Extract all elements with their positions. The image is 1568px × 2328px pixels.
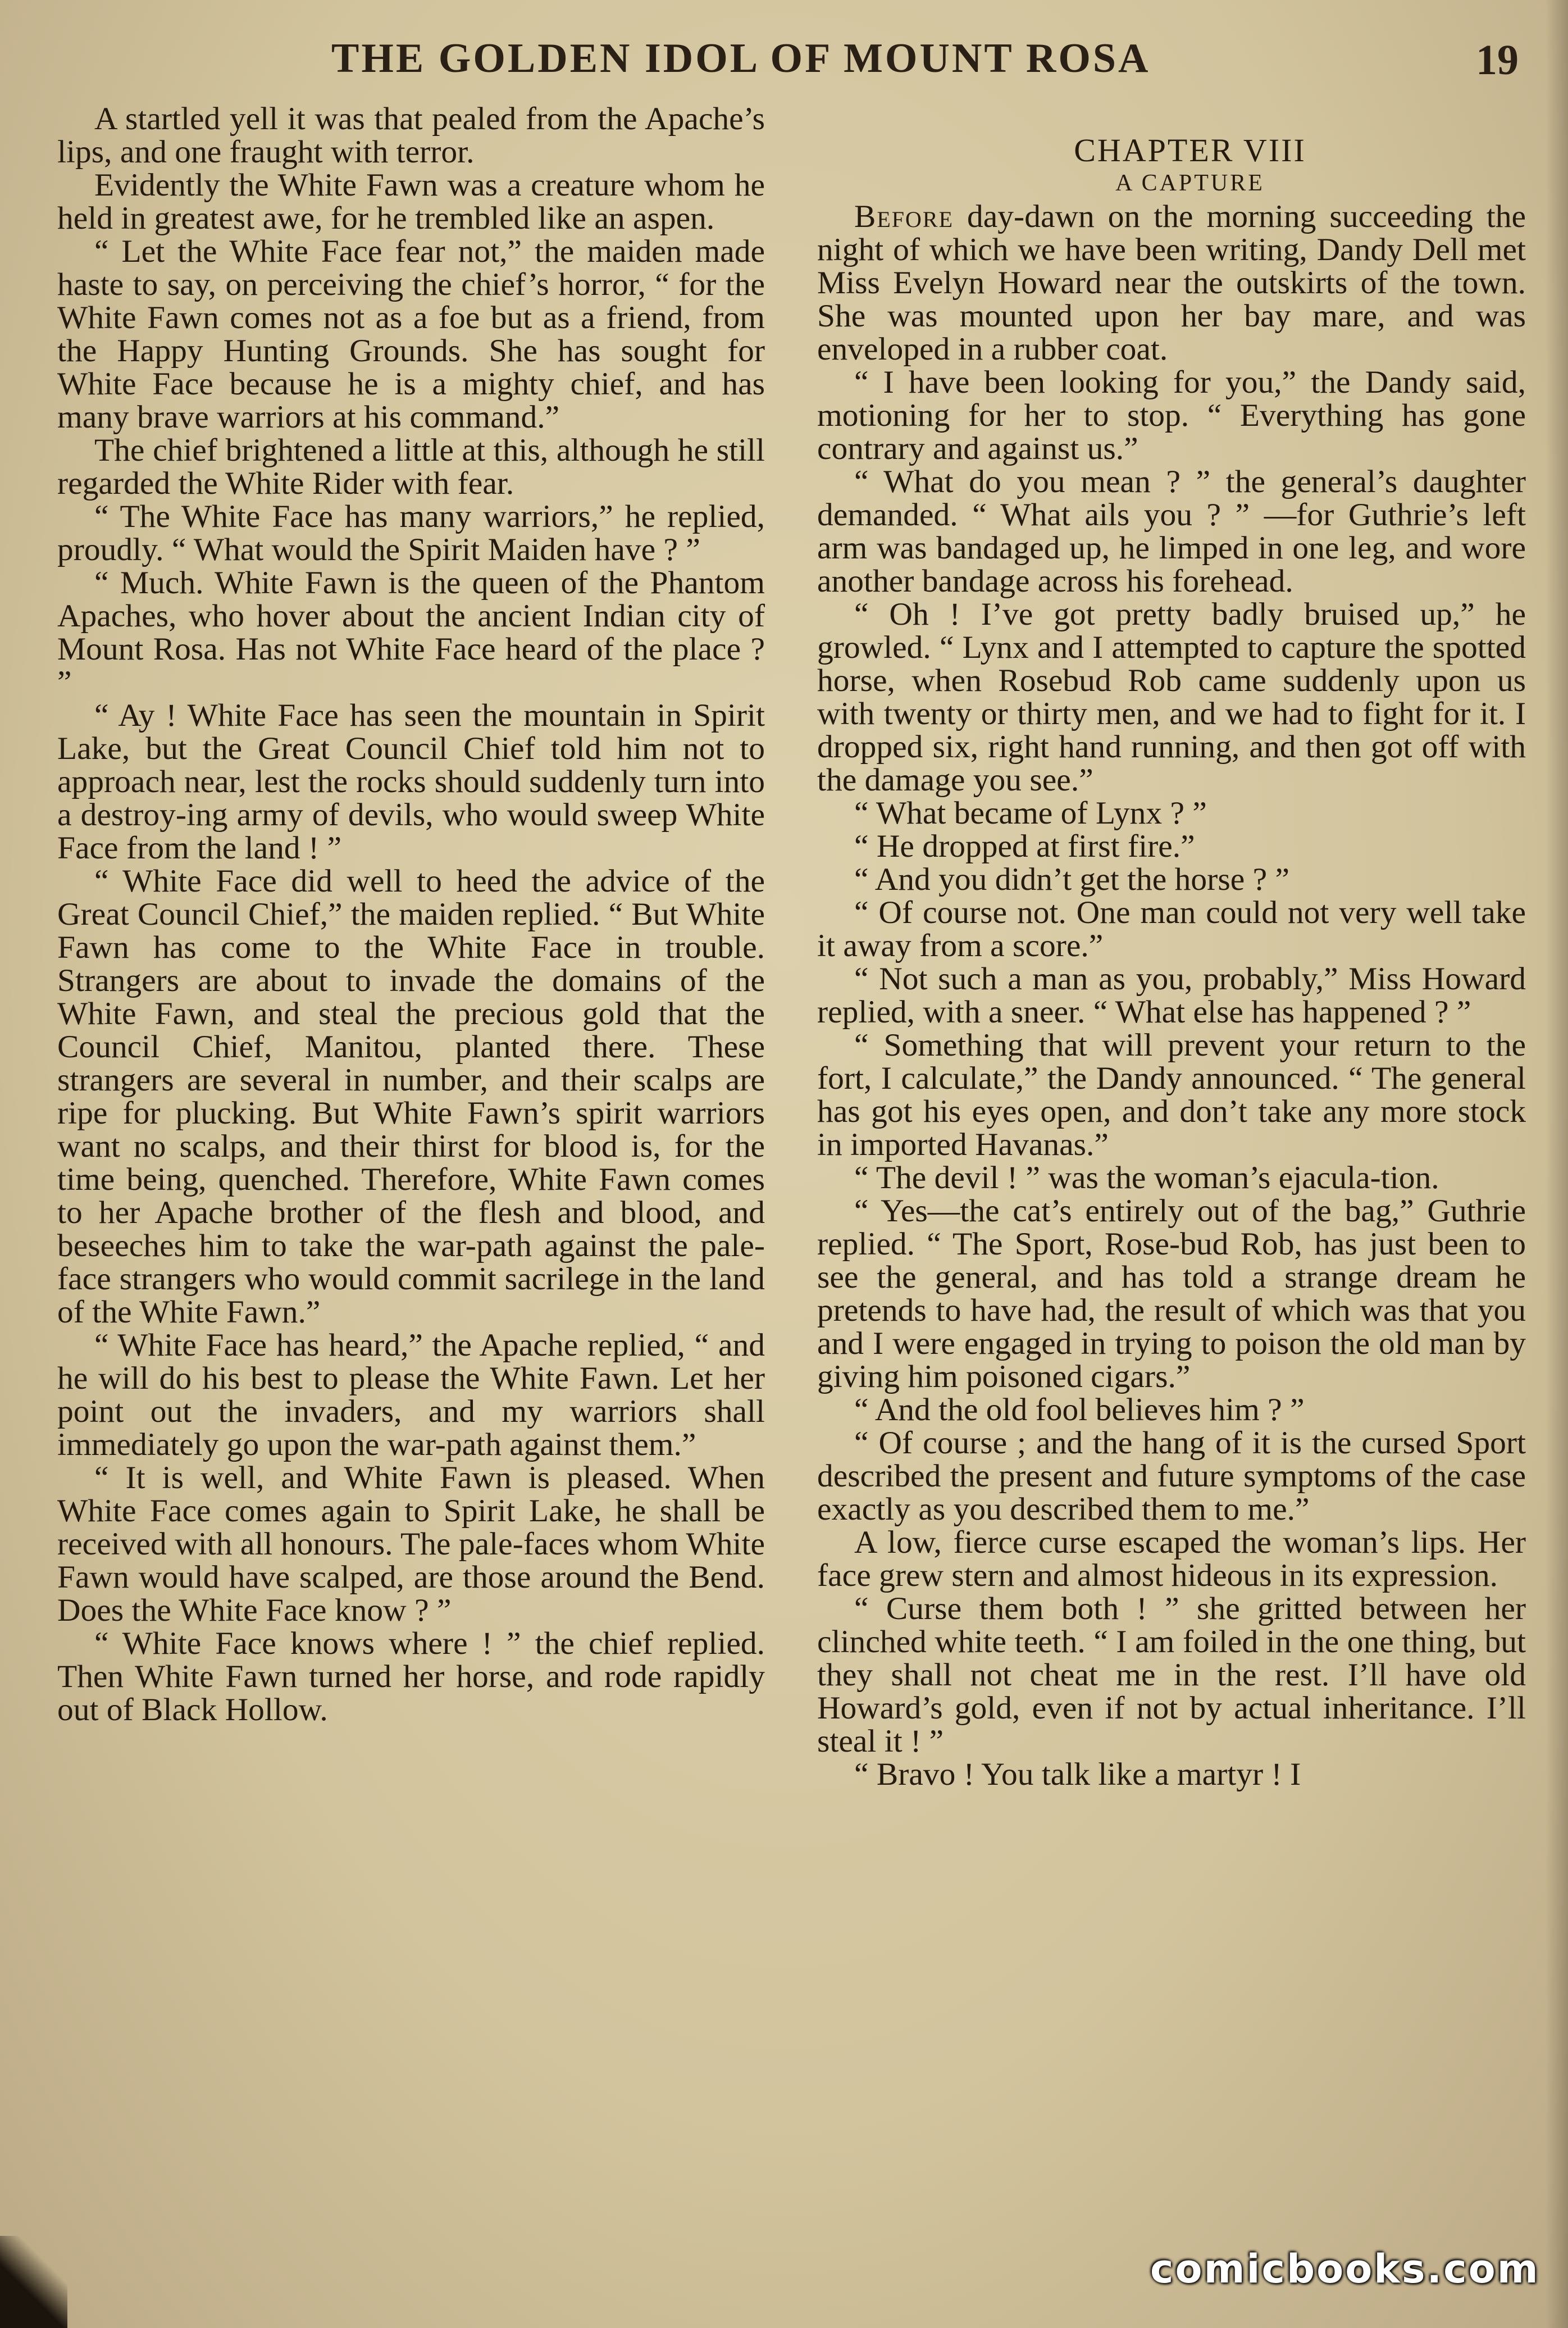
paragraph: “ Something that will prevent your return to the fort, I calculate,” the Dandy announced. “ The general has got his eyes open, and don’t take any more stock in imported Havanas.” <box>817 1027 1526 1162</box>
chapter-subtitle: A CAPTURE <box>1115 170 1265 196</box>
paragraph: “ Ay ! White Face has seen the mountain in Spirit Lake, but the Great Council Chief told him not to approach near, lest the rocks should suddenly turn into a destroy-ing army of devils, who would sweep White Face from the land ! ” <box>57 698 765 866</box>
paragraph: “ White Face knows where ! ” the chief replied. Then White Fawn turned her horse, and rode rapidly out of Black Hollow. <box>57 1626 765 1727</box>
paragraph: “ Curse them both ! ” she gritted between her clinched white teeth. “ I am foiled in the one thing, but they shall not cheat me in the rest. I’ll have old Howard’s gold, even if not by actual inheritance. I’ll steal it ! ” <box>817 1591 1526 1759</box>
paragraph: Evidently the White Fawn was a creature whom he held in greatest awe, for he trembled like an aspen. <box>57 167 765 236</box>
paragraph: “ Of course ; and the hang of it is the cursed Sport described the present and future symptoms of the case exactly as you described them to me.” <box>817 1425 1526 1527</box>
paragraph: “ The devil ! ” was the woman’s ejacula-tion. <box>854 1160 1439 1195</box>
paragraph: “ And the old fool believes him ? ” <box>854 1392 1305 1427</box>
paragraph: “ Much. White Fawn is the queen of the Phantom Apaches, who hover about the ancient Indian city of Mount Rosa. Has not White Face heard of the place ? ” <box>57 565 765 700</box>
paragraph: A startled yell it was that pealed from the Apache’s lips, and one fraught with terror. <box>57 101 765 170</box>
paragraph: The chief brightened a little at this, although he still regarded the White Rider with fear. <box>57 433 765 501</box>
opening-word: Before <box>854 199 954 234</box>
right-column <box>817 134 1526 1791</box>
paragraph: “ White Face did well to heed the advice of the Great Council Chief,” the maiden replied. “ But White Fawn has come to the White Face in trouble. Strangers are about to invade the domains of the White Fawn, and steal the precious gold that the Council Chief, Manitou, planted there. These strangers are several in number, and their scalps are ripe for plucking. But White Fawn’s spirit warriors want no scalps, and their thirst for blood is, for the time being, quenched. Therefore, White Fawn comes to her Apache brother of the flesh and blood, and beseeches him to take the war-path against the pale-face strangers who would commit sacrilege in the land of the White Fawn.” <box>57 863 765 1330</box>
paragraph: “ Of course not. One man could not very well take it away from a score.” <box>817 895 1526 963</box>
paragraph: “ What became of Lynx ? ” <box>854 795 1207 831</box>
page-edge-shadow <box>1546 0 1568 2328</box>
paragraph: “ And you didn’t get the horse ? ” <box>854 862 1290 897</box>
page-corner-shadow <box>0 2236 67 2328</box>
paragraph: “ Oh ! I’ve got pretty badly bruised up,” he growled. “ Lynx and I attempted to capture the spotted horse, when Rosebud Rob came suddenly upon us with twenty or thirty men, and we had to fight for it. I dropped six, right hand running, and then got off with the damage you see.” <box>817 597 1526 798</box>
paragraph: “ It is well, and White Fawn is pleased. When White Face comes again to Spirit Lake, he shall be received with all honours. The pale-faces whom White Fawn would have scalped, are those around the Bend. Does the White Face know ? ” <box>57 1460 765 1628</box>
paragraph: “ The White Face has many warriors,” he replied, proudly. “ What would the Spirit Maiden have ? ” <box>57 499 765 567</box>
paragraph: “ White Face has heard,” the Apache replied, “ and he will do his best to please the White Fawn. Let her point out the invaders, and my warriors shall immediately go upon the war-path against them.” <box>57 1327 765 1462</box>
paragraph: “ He dropped at first fire.” <box>854 829 1195 864</box>
chapter-heading: CHAPTER VIII <box>1074 132 1306 169</box>
page-number: 19 <box>1476 37 1519 84</box>
running-title: THE GOLDEN IDOL OF MOUNT ROSA <box>331 35 1151 81</box>
left-column <box>57 102 765 1726</box>
opening-text: day-dawn on the morning succeeding the night of which we have been writing, Dandy Dell met Miss Evelyn Howard near the outskirts of the town. She was mounted upon her bay mare, and was enveloped in a rubber coat. <box>817 199 1526 367</box>
paragraph: “ What do you mean ? ” the general’s daughter demanded. “ What ails you ? ” —for Guthrie’s left arm was bandaged up, he limped in one leg, and wore another bandage across his forehead. <box>817 464 1526 599</box>
chapter-opening-paragraph <box>817 200 1526 366</box>
paragraph: “ Let the White Face fear not,” the maiden made haste to say, on perceiving the chief’s horror, “ for the White Fawn comes not as a foe but as a friend, from the Happy Hunting Grounds. She has sought for White Face because he is a mighty chief, and has many brave warriors at his command.” <box>57 234 765 435</box>
paragraph: “ Yes—the cat’s entirely out of the bag,” Guthrie replied. “ The Sport, Rose-bud Rob, has just been to see the general, and has told a strange dream he pretends to have had, the result of which was that you and I were engaged in trying to poison the old man by giving him poisoned cigars.” <box>817 1193 1526 1394</box>
paragraph: A low, fierce curse escaped the woman’s lips. Her face grew stern and almost hideous in its expression. <box>817 1525 1526 1593</box>
paragraph: “ Bravo ! You talk like a martyr ! I <box>854 1757 1301 1792</box>
paragraph: “ I have been looking for you,” the Dandy said, motioning for her to stop. “ Everything has gone contrary and against us.” <box>817 365 1526 466</box>
paragraph: “ Not such a man as you, probably,” Miss Howard replied, with a sneer. “ What else has happened ? ” <box>817 961 1526 1030</box>
watermark: comicbooks.com <box>1150 2246 1540 2292</box>
